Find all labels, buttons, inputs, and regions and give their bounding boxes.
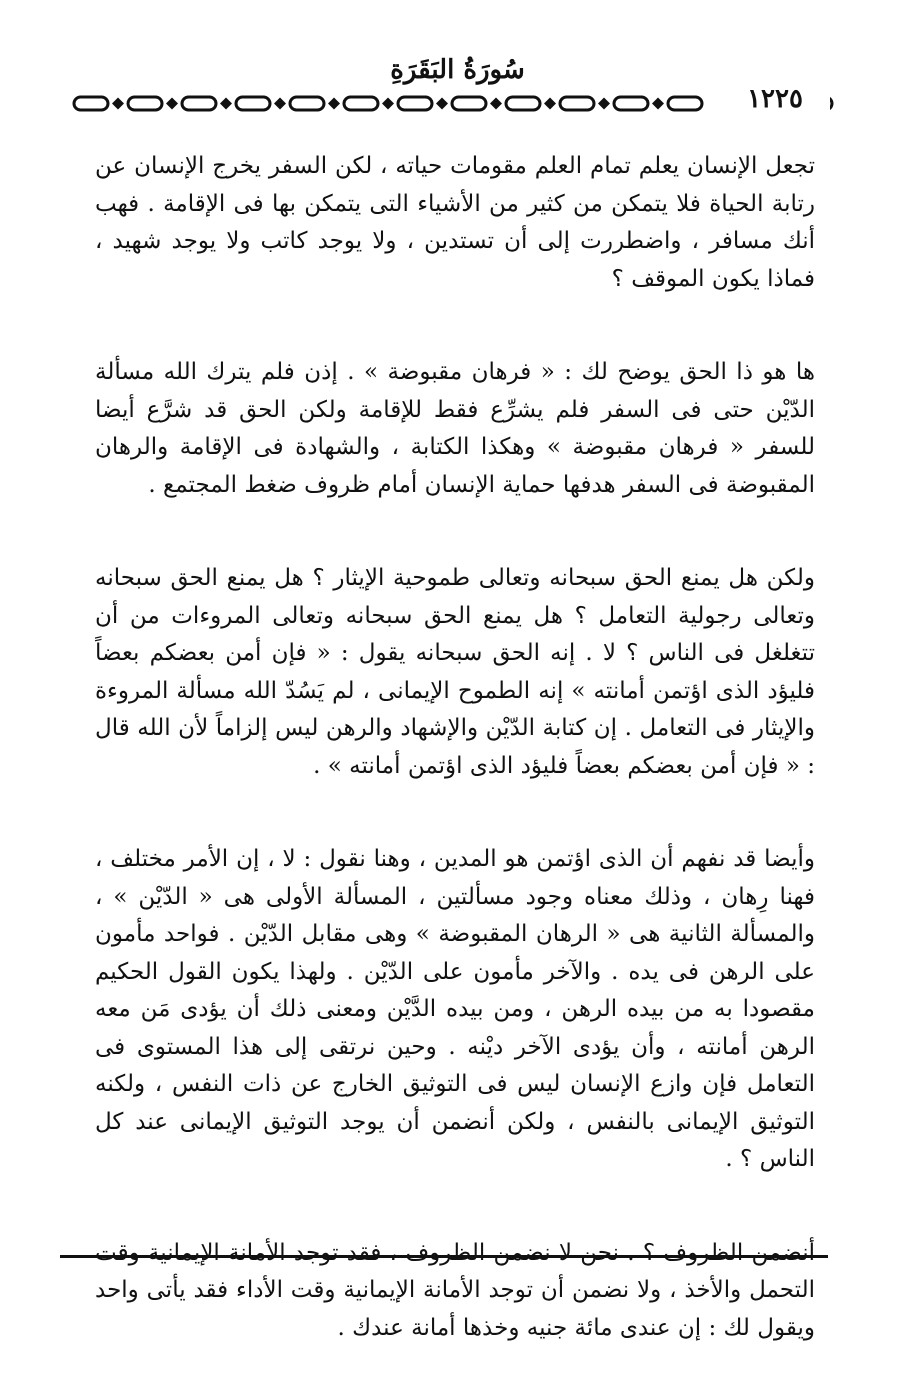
chain-diamond [166,98,178,110]
paragraph-5: أنضمن الظروف ؟ . نحن لا نضمن الظروف ، فقد توجد الأمانة الإيمانية وقت التحمل والأخذ ، ولا نضمن أن توجد الأمانة الإيمانية وقت الأداء فقد يأتى واحد ويقول لك : إن عندى مائة جنيه وخذها أمانة عندك . [95,1239,815,1341]
chain-link [290,97,324,110]
paragraph-2: ها هو ذا الحق يوضح لك : « فرهان مقبوضة » . إذن فلم يترك الله مسألة الدّيْن حتى فى السفر فلم يشرِّع فقط للإقامة ولكن الحق قد شرَّع أيضا للسفر « فرهان مقبوضة » وهكذا الكتابة ، والشهادة فى الإقامة والرهان المقبوضة فى السفر هدفها حماية الإنسان أمام ظروف ضغط المجتمع . [95,359,815,498]
chain-link [128,97,162,110]
chain-diamond [490,98,502,110]
chain-link [182,97,216,110]
chain-link [452,97,486,110]
paragraph-3: ولكن هل يمنع الحق سبحانه وتعالى طموحية الإيثار ؟ هل يمنع الحق سبحانه وتعالى رجولية التعامل ؟ هل يمنع الحق سبحانه وتعالى المروءات من أن تتغلغل فى الناس ؟ لا . إنه الحق سبحانه يقول : « فإن أمن بعضكم بعضاً فليؤد الذى اؤتمن أمانته » إنه الطموح الإيمانى ، لم يَسُدّ الله مسألة المروءة والإيثار فى التعامل . إن كتابة الدّيْن والإشهاد والرهن ليس إلزاماً لأن الله قال : « فإن أمن بعضكم بعضاً فليؤد الذى اؤتمن أمانته » . [95,565,815,779]
body-text [95,148,815,1347]
chain-diamond [112,98,124,110]
paragraph-4: وأيضا قد نفهم أن الذى اؤتمن هو المدين ، وهنا نقول : لا ، إن الأمر مختلف ، فهنا رِهان ، وذلك معناه وجود مسألتين ، المسألة الأولى هى « الدّيْن » ، والمسألة الثانية هى « الرهان المقبوضة » وهى مقابل الدّيْن . فواحد مأمون على الرهن فى يده . والآخر مأمون على الدّيْن . ولهذا يكون القول الحكيم مقصودا به من بيده الرهن ، ومن بيده الدَّيْن ومعنى ذلك أن يؤدى مَن معه الرهن أمانته ، وأن يؤدى الآخر ديْنه . وحين نرتقى إلى هذا المستوى فى التعامل فإن وازع الإنسان ليس فى التوثيق الخارج عن ذات النفس ، ولكنه التوثيق الإيمانى بالنفس ، ولكن أنضمن أن يوجد التوثيق الإيمانى عند كل الناس ؟ . [95,846,815,1172]
bottom-rule [60,1255,828,1258]
paragraph-1: تجعل الإنسان يعلم تمام العلم مقومات حياته ، لكن السفر يخرج الإنسان عن رتابة الحياة فلا يتمكن من كثير من الأشياء التى يتمكن بها فى الإقامة . فهب أنك مسافر ، واضطررت إلى أن تستدين ، ولا يوجد كاتب ولا يوجد شهيد ، فماذا يكون الموقف ؟ [95,153,815,292]
chain-diamond [220,98,232,110]
chain-diamond [382,98,394,110]
chain-diamond [436,98,448,110]
chain-diamond [328,98,340,110]
chain-diamond [544,98,556,110]
chain-link [506,97,540,110]
chain-link [560,97,594,110]
chain-link [236,97,270,110]
chain-link [398,97,432,110]
chain-link [614,97,648,110]
chain-link [668,97,702,110]
chain-diamond [274,98,286,110]
page-number: ١٢٢٥ [720,84,830,114]
chain-diamond [652,98,664,110]
chain-diamond [598,98,610,110]
chain-link [74,97,108,110]
surah-title: سُورَةُ البَقَرَةِ [390,55,525,85]
chain-link [344,97,378,110]
